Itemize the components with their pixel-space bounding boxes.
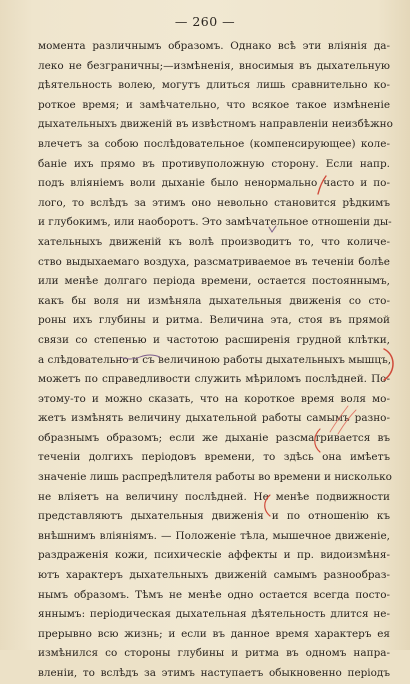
text-line: связи со степенью и частотою расширенія грудной клѣтки, [38, 333, 390, 346]
text-line: подъ вліяніемъ воли дыханіе было ненормально часто и по- [38, 177, 390, 190]
text-line: раздраженія кожи, психическіе аффекты и пр. видоизмѣня- [38, 549, 390, 562]
text-line: не вліяетъ на величину послѣдней. Не менѣе подвижности [38, 490, 390, 503]
text-line: роны ихъ глубины и ритма. Величина эта, стоя въ прямой [38, 314, 390, 327]
text-line: вленіи, то вслѣдъ за этимъ наступаетъ обыкновенно періодъ [38, 667, 390, 679]
text-line: какъ бы воля ни измѣняла дыхательныя движенія со сто- [38, 294, 390, 307]
text-line: нымъ образомъ. Тѣмъ не менѣе одно остается всегда посто- [38, 588, 390, 601]
text-line: роткое время; и замѣчательно, что всякое такое измѣненіе [38, 98, 390, 111]
text-line: дыхательныхъ движеній въ извѣстномъ направленіи неизбѣжно [38, 118, 393, 131]
text-line: момента различнымъ образомъ. Однако всѣ эти вліянія да- [38, 40, 390, 52]
text-line: значеніе лишь распредѣлителя работы во времени и нисколько [38, 471, 392, 484]
text-line: хательныхъ движеній къ волѣ производитъ то, что количе- [38, 235, 390, 248]
text-line: и глубокимъ, или наоборотъ. Это замѣчательное отношеніи ды- [38, 216, 392, 229]
text-line: жетъ измѣнять величину дыхательной работы самымъ разно- [38, 412, 390, 425]
text-line: ютъ характеръ дыхательныхъ движеній самымъ разнообраз- [38, 569, 390, 582]
text-line: внѣшнимъ вліяніямъ. — Положеніе тѣла, мышечное движеніе, [38, 529, 390, 542]
text-line: прерывно всю жизнь; и если въ данное время характеръ ея [38, 627, 390, 640]
text-line: теченіи долгихъ періодовъ времени, то здѣсь она имѣетъ [38, 451, 390, 464]
body-text [38, 37, 393, 684]
text-line: или менѣе долгаго періода времени, остается постояннымъ, [38, 275, 390, 288]
text-line: влечетъ за собою послѣдовательное (компенсирующее) коле- [38, 137, 390, 150]
text-line: ство выдыхаемаго воздуха, разсматриваемое въ теченіи болѣе [38, 255, 390, 268]
text-line: представляютъ дыхательныя движенія и по отношенію къ [38, 510, 390, 523]
text-line: можетъ по справедливости служить мѣриломъ послѣдней. По- [38, 373, 390, 386]
text-line: яннымъ: періодическая дыхательная дѣятельность длится не- [38, 608, 390, 621]
text-line: образнымъ образомъ; если же дыханіе разсматривается въ [38, 431, 390, 444]
text-line: лого, то вслѣдъ за этимъ оно невольно становится рѣдкимъ [38, 196, 390, 209]
text-line: дѣятельность волею, могутъ длиться лишь сравнительно ко- [38, 79, 390, 92]
text-line: леко не безграничны;—измѣненія, вносимыя въ дыхательную [38, 59, 390, 72]
text-line: измѣнился со стороны глубины и ритма въ одномъ напра- [38, 647, 390, 660]
text-line: баніе ихъ прямо въ противуположную сторону. Если напр. [38, 157, 390, 170]
page-number: — 260 — [174, 14, 236, 29]
text-line: этому-то и можно сказать, что на короткое время воля мо- [38, 392, 390, 405]
text-line: а слѣдовательно и съ величиною работы дыхательныхъ мышцъ, [38, 353, 392, 366]
